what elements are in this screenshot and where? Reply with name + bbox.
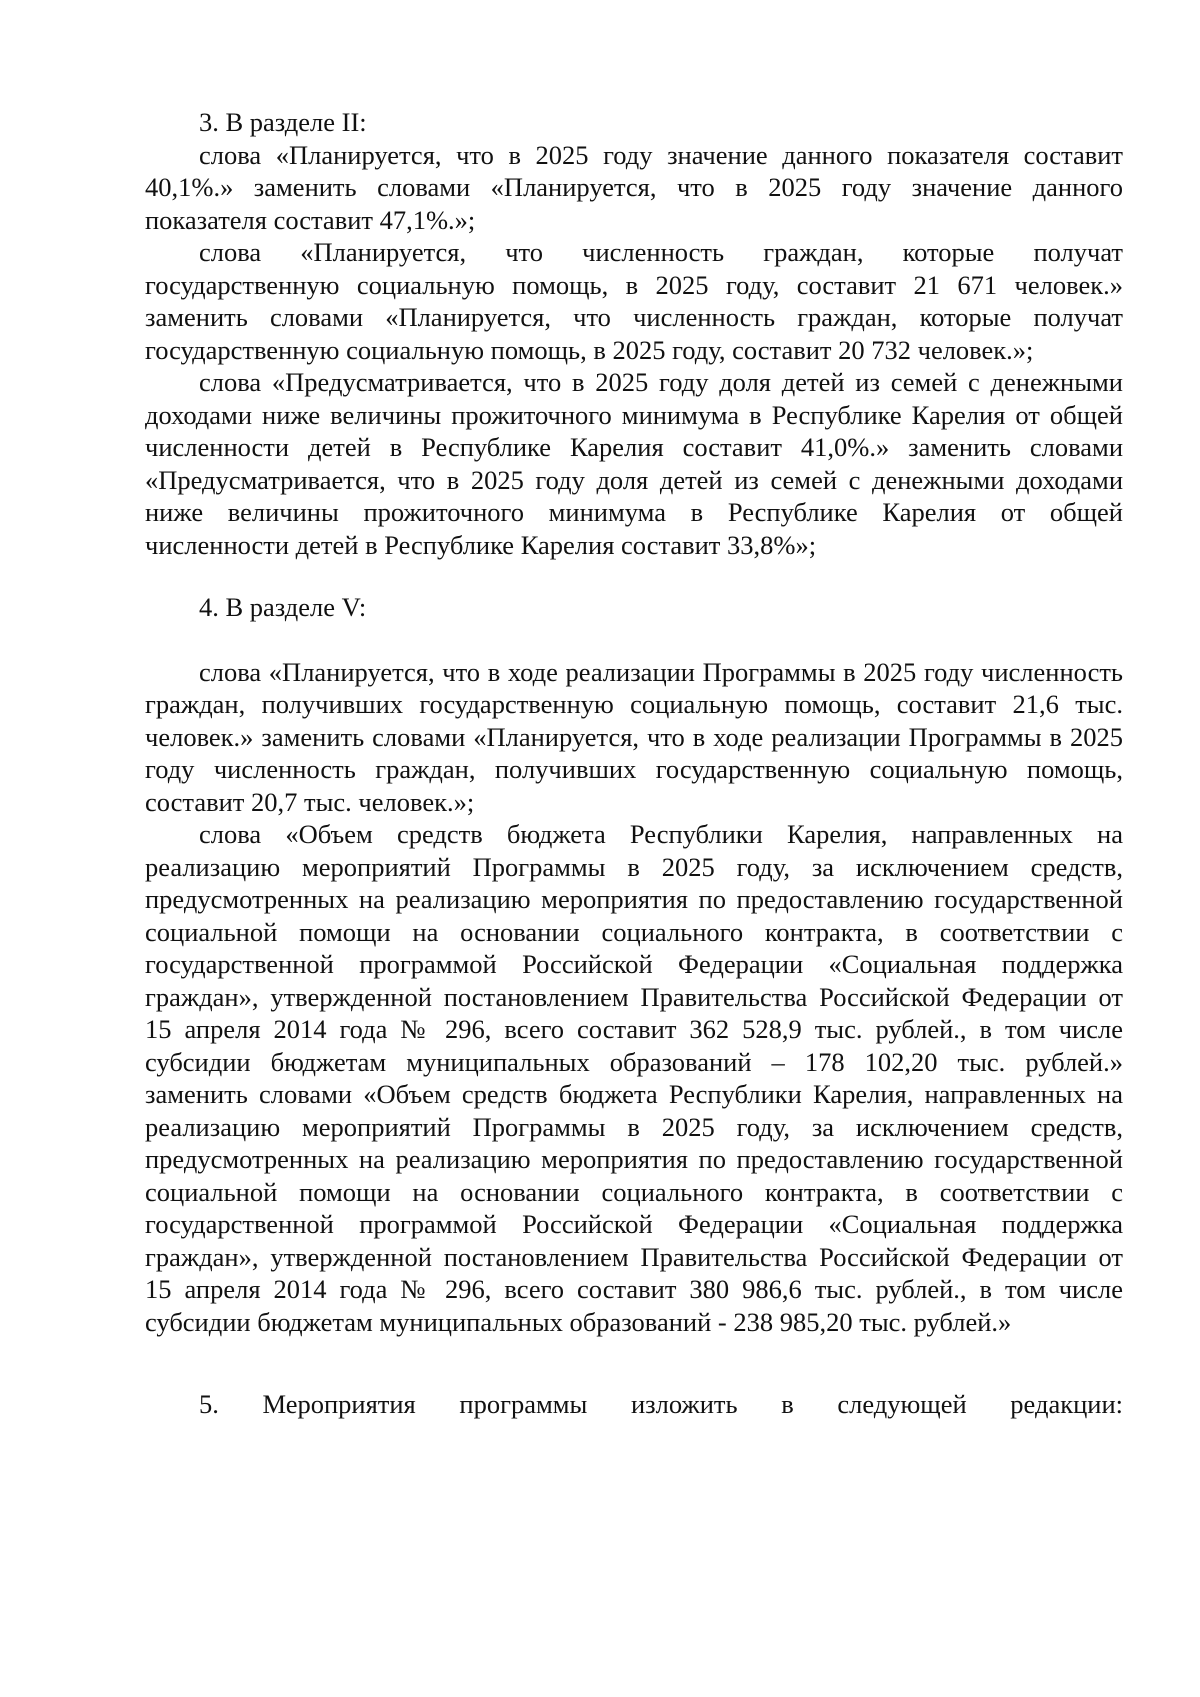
item-5-word: Мероприятия <box>262 1389 416 1419</box>
paragraph-children-share: слова «Предусматривается, что в 2025 году доля детей из семей с денежными доходами ниже величины прожиточного минимума в Республике Карелия от общей численности детей в Республике Карелия составит 41,0%.» заменить словами «Предусматривается, что в 2025 году доля детей из семей с денежными доходами ниже величины прожиточного минимума в Республике Карелия от общей численности детей в Республике Карелия составит 33,8%»; <box>145 367 1123 560</box>
item-5-word: следующей <box>837 1389 967 1419</box>
item-5-word: изложить <box>630 1389 738 1419</box>
paragraph-program-citizens: слова «Планируется, что в ходе реализации Программы в 2025 году численность граждан, получивших государственную социальную помощь, составит 21,6 тыс. человек.» заменить словами «Планируется, что в ходе реализации Программы в 2025 году численность граждан, получивших государственную социальную помощь, составит 20,7 тыс. человек.»; <box>145 656 1123 817</box>
document-page <box>145 106 1123 1421</box>
paragraph-citizens-count: слова «Планируется, что численность граждан, которые получат государственную социальную помощь, в 2025 году, составит 21 671 человек.» заменить словами «Планируется, что численность граждан, которые получат государственную социальную помощь, в 2025 году, составит 20 732 человек.»; <box>145 237 1123 365</box>
paragraph-indicator-share: слова «Планируется, что в 2025 году значение данного показателя составит 40,1%.» заменить словами «Планируется, что в 2025 году значение данного показателя составит 47,1%.»; <box>145 139 1123 235</box>
item-5-word: 5. <box>199 1389 219 1419</box>
section-v-heading: 4. В разделе V: <box>199 592 367 622</box>
paragraph-budget-volume: слова «Объем средств бюджета Республики Карелия, направленных на реализацию мероприятий Программы в 2025 году, за исключением средств, предусмотренных на реализацию мероприятия по предоставлению государственной социальной помощи на основании социального контракта, в соответствии с государственной программой Российской Федерации «Социальная поддержка граждан», утвержденной постановлением Правительства Российской Федерации от 15 апреля 2014 года № 296, всего составит 362 528,9 тыс. рублей., в том числе субсидии бюджетам муниципальных образований – 178 102,20 тыс. рублей.» заменить словами «Объем средств бюджета Республики Карелия, направленных на реализацию мероприятий Программы в 2025 году, за исключением средств, предусмотренных на реализацию мероприятия по предоставлению государственной социальной помощи на основании социального контракта, в соответствии с государственной программой Российской Федерации «Социальная поддержка граждан», утвержденной постановлением Правительства Российской Федерации от 15 апреля 2014 года № 296, всего составит 380 986,6 тыс. рублей., в том числе субсидии бюджетам муниципальных образований - 238 985,20 тыс. рублей.» <box>145 819 1123 1337</box>
item-5-line <box>145 1388 1123 1421</box>
item-5-word: в <box>781 1389 794 1419</box>
item-5-word: редакции: <box>1010 1389 1123 1419</box>
section-ii-heading: 3. В разделе II: <box>199 107 367 137</box>
item-5-word: программы <box>459 1389 588 1419</box>
